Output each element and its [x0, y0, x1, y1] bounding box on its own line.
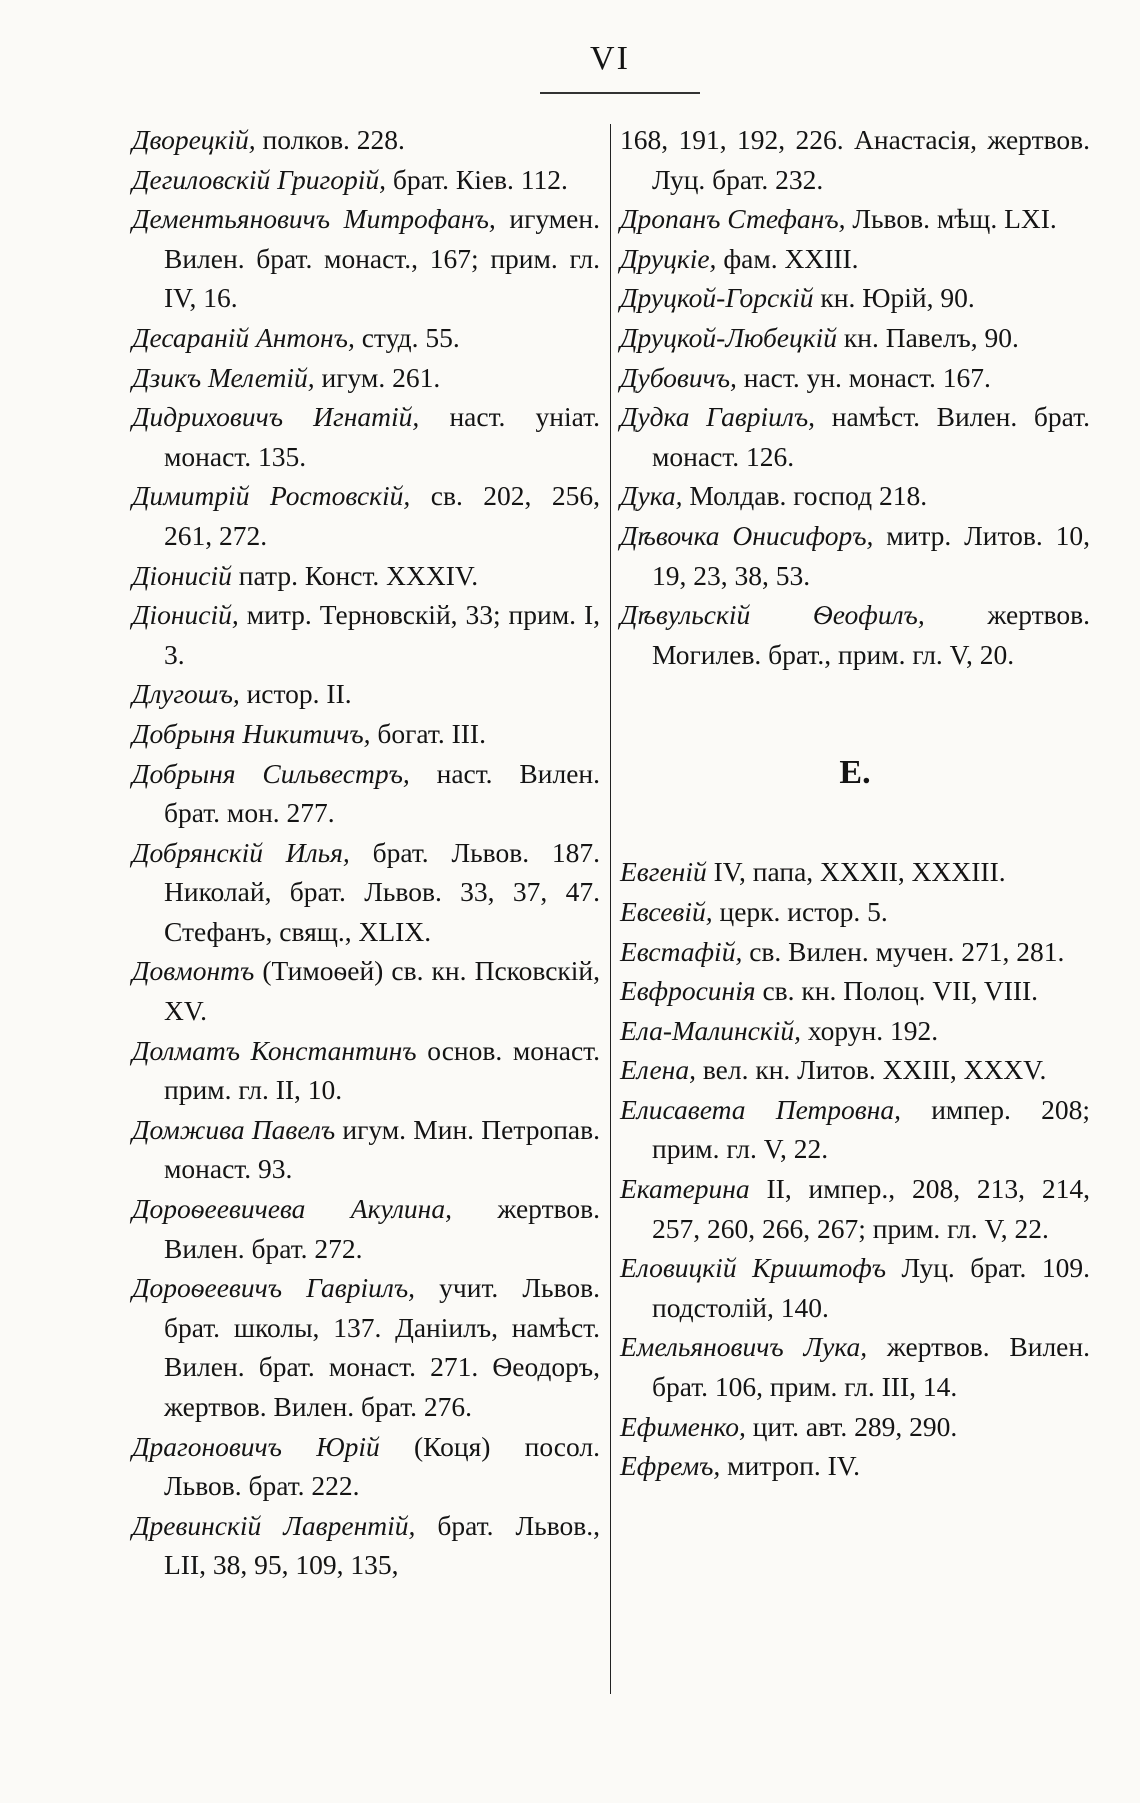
entry-text: св. 202, 256, 261, 272. [164, 480, 600, 551]
entry-text: IV, папа, XXXII, XXXIII. [706, 856, 1006, 888]
entry-text: игумен. Вилен. брат. монаст., 167; прим. гл. IV, 16. [164, 203, 600, 314]
index-entry [620, 239, 1090, 279]
entry-name: Дзикъ Мелетій, [132, 361, 315, 393]
entry-name: Друцкіе, [620, 242, 717, 274]
index-entry [620, 971, 1090, 1011]
entry-name: Древинскій Лаврентій, [132, 1509, 416, 1541]
index-entry [620, 1407, 1090, 1447]
index-entry [620, 397, 1090, 476]
index-entry [620, 932, 1090, 972]
index-entry [620, 318, 1090, 358]
index-entry [132, 358, 600, 398]
index-entry [132, 160, 600, 200]
entry-text: основ. монаст. прим. гл. II, 10. [164, 1034, 600, 1106]
entry-text: истор. II. [239, 678, 352, 710]
index-entry [132, 1110, 600, 1189]
entry-name: Дука, [620, 480, 683, 512]
entry-name: Дементьяновичъ Митрофанъ, [132, 203, 496, 235]
entry-name: Домжива Павелъ [132, 1113, 336, 1145]
entry-text: брат. Кіев. 112. [386, 163, 568, 195]
column-divider [610, 124, 611, 1694]
entry-text: наст. Вилен. брат. мон. 277. [164, 757, 600, 829]
entry-text: хорун. 192. [801, 1014, 939, 1046]
index-entry [132, 1268, 600, 1426]
entry-name: Друцкой-Любецкій [620, 321, 838, 353]
entry-text: импер. 208; прим. гл. V, 22. [652, 1093, 1090, 1165]
entry-text: (Коця) посол. Львов. брат. 222. [164, 1430, 600, 1502]
entry-name: Емельяновичъ Лука, [620, 1331, 868, 1363]
index-entries-d [620, 120, 1090, 674]
entry-name: Ела-Малинскій, [620, 1014, 802, 1046]
index-entry [620, 1011, 1090, 1051]
index-entry [132, 318, 600, 358]
entry-name: Дудка Гавріилъ, [620, 401, 816, 433]
entry-text: митр. Терновскій, 33; прим. I, 3. [164, 599, 600, 670]
entry-text: полков. 228. [255, 124, 405, 155]
entry-text: патр. Конст. XXXIV. [231, 559, 479, 591]
header-rule [540, 92, 700, 94]
index-entry [620, 476, 1090, 516]
index-entry [132, 1427, 600, 1506]
section-letter: Е. [839, 754, 871, 792]
index-entry [132, 1189, 600, 1268]
index-entry [620, 1446, 1090, 1486]
index-entry [620, 278, 1090, 318]
index-entry [620, 595, 1090, 674]
entry-name: Дубовичъ, [620, 361, 737, 393]
entry-name: Довмонтъ [132, 955, 255, 987]
index-entry [620, 1248, 1090, 1327]
entry-text: Луц. брат. 109. подстолій, 140. [652, 1252, 1090, 1323]
entry-name: Евстафій, [620, 935, 743, 967]
entry-name: Длугошъ, [132, 678, 240, 710]
entry-name: Евсевій, [620, 895, 713, 927]
entry-text: митр. Литов. 10, 19, 23, 38, 53. [652, 519, 1090, 591]
index-entry [620, 1090, 1090, 1169]
entry-text: учит. Львов. брат. школы, 137. Даніилъ, намѣст. Вилен. брат. монаст. 271. Ѳеодоръ, жертвов. Вилен. брат. 276. [164, 1272, 600, 1422]
entry-name: Евфросинія [620, 975, 756, 1007]
entry-name: Діонисій, [132, 599, 239, 631]
index-entry [132, 674, 600, 714]
entry-text: наст. ун. монаст. 167. [736, 361, 991, 393]
entry-text: Молдав. господ 218. [682, 480, 928, 512]
entry-name: Дѣвочка Онисифоръ, [620, 519, 874, 551]
entry-name: Добрыня Сильвестръ, [132, 757, 410, 789]
entry-name: Ефремъ, [620, 1450, 721, 1482]
entry-name: Добрянскій Илья, [132, 836, 350, 868]
index-entry [132, 833, 600, 952]
entry-text: св. кн. Полоц. VII, VIII. [755, 975, 1039, 1007]
index-entry [132, 1031, 600, 1110]
index-entry [132, 556, 600, 596]
index-entry [620, 1327, 1090, 1406]
entry-name: Друцкой-Горскій [620, 282, 814, 314]
entry-text: вел. кн. Литов. XXIII, XXXV. [695, 1054, 1047, 1086]
entry-text: жертвов. Вилен. брат. 106, прим. гл. III, 14. [652, 1331, 1090, 1403]
entry-name: Елисавета Петровна, [620, 1093, 901, 1125]
entry-name: Дороѳеевичъ Гавріилъ, [132, 1272, 416, 1304]
entry-name: Дидриховичъ Игнатій, [132, 401, 420, 433]
entry-text: кн. Юрій, 90. [813, 282, 975, 314]
index-entry [620, 120, 1090, 199]
index-entries-e [620, 852, 1090, 1486]
entry-text: брат. Львов. 187. Николай, брат. Львов. 33, 37, 47. Стефанъ, свящ., XLIX. [164, 836, 600, 947]
index-entry [620, 199, 1090, 239]
index-entry [132, 397, 600, 476]
entry-name: Десараній Антонъ, [132, 321, 355, 353]
index-entry [132, 120, 600, 160]
index-entry [620, 892, 1090, 932]
index-entry [132, 199, 600, 318]
entry-text: фам. XXIII. [716, 242, 859, 274]
entry-text: брат. Львов., LII, 38, 95, 109, 135, [164, 1509, 600, 1581]
index-entry [620, 1050, 1090, 1090]
entry-text: Львов. мѣщ. LXI. [845, 203, 1057, 235]
entry-name: Елена, [620, 1054, 696, 1086]
entry-name: Евгеній [620, 856, 707, 888]
index-column-left [132, 120, 600, 1585]
index-entry [620, 358, 1090, 398]
entry-name: Діонисій [132, 559, 232, 591]
entry-text: св. Вилен. мучен. 271, 281. [742, 935, 1065, 967]
entry-text: цит. авт. 289, 290. [745, 1410, 958, 1442]
entry-name: Еловицкій Криштофъ [620, 1252, 886, 1284]
index-entry [620, 1169, 1090, 1248]
index-entry [620, 852, 1090, 892]
entry-name: Добрыня Никитичъ, [132, 717, 371, 749]
entry-text: жертвов. Вилен. брат. 272. [164, 1193, 600, 1264]
entry-text: II, импер., 208, 213, 214, 257, 260, 266, 267; прим. гл. V, 22. [652, 1173, 1090, 1244]
entry-name: Дегиловскій Григорій, [132, 163, 387, 195]
entry-text: наст. уніат. монаст. 135. [164, 401, 600, 472]
index-column-right [620, 120, 1090, 1486]
index-entry [620, 516, 1090, 595]
entry-name: Дѣвульскій Ѳеофилъ, [620, 599, 925, 631]
entry-name: Драгоновичъ Юрій [132, 1430, 380, 1462]
entry-text: церк. истор. 5. [712, 895, 888, 927]
index-entry [132, 1506, 600, 1585]
entry-name: Дворецкій, [132, 124, 256, 155]
index-entry [132, 714, 600, 754]
entry-text: намѣст. Вилен. брат. монаст. 126. [652, 401, 1090, 472]
entry-name: Дороѳеевичева Акулина, [132, 1193, 452, 1225]
entry-text: (Тимоѳей) св. кн. Псковскій, XV. [164, 955, 600, 1027]
entry-text: богат. III. [370, 717, 486, 749]
index-entry [132, 754, 600, 833]
page-number: VI [590, 40, 630, 77]
entry-name: Долматъ Константинъ [132, 1034, 417, 1066]
entry-text: игум. 261. [314, 361, 441, 393]
entry-name: Екатерина [620, 1173, 750, 1205]
entry-text: кн. Павелъ, 90. [837, 321, 1019, 353]
entry-text: студ. 55. [354, 321, 460, 353]
entry-text: митроп. IV. [720, 1450, 860, 1482]
entry-name: Димитрій Ростовскій, [132, 480, 411, 512]
entry-text: жертвов. Могилев. брат., прим. гл. V, 20. [652, 599, 1091, 670]
entry-name: Ефименко, [620, 1410, 746, 1442]
entry-text: 168, 191, 192, 226. Анастасія, жертвов. Луц. брат. 232. [620, 124, 1090, 195]
index-entry [132, 476, 600, 555]
index-entry [132, 951, 600, 1030]
entry-text: игум. Мин. Петропав. монаст. 93. [164, 1113, 600, 1185]
entry-name: Дропанъ Стефанъ, [620, 203, 846, 235]
index-entry [132, 595, 600, 674]
